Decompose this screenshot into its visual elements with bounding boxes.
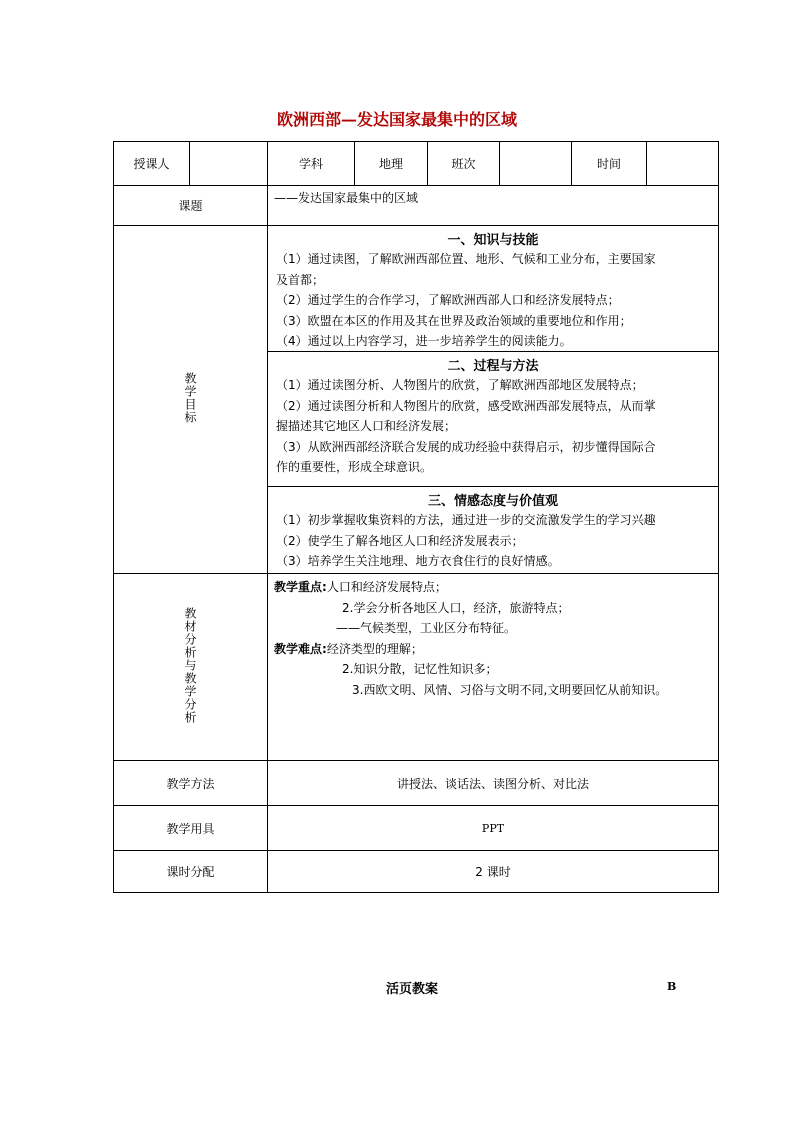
- objective-line: （2）使学生了解各地区人口和经济发展表示；: [276, 533, 524, 548]
- footer-mark: B: [667, 980, 677, 993]
- time-value: [647, 142, 719, 186]
- analysis-content: [268, 574, 719, 761]
- objective-section-process: [268, 351, 718, 486]
- tools-label: 教学用具: [114, 806, 268, 851]
- subject-label: 学科: [268, 142, 355, 186]
- objective-line: （1）通过读图，了解欧洲西部位置、地形、气候和工业分布，主要国家: [276, 252, 656, 266]
- topic-label: 课题: [114, 186, 268, 226]
- key-point-line: ——气候类型，工业区分布特征。: [336, 621, 517, 635]
- objective-line: （3）从欧洲西部经济联合发展的成功经验中获得启示，初步懂得国际合: [276, 439, 656, 454]
- hours-value: 2 课时: [268, 851, 719, 893]
- objective-line: （2）通过学生的合作学习，了解欧洲西部人口和经济发展特点；: [276, 293, 620, 307]
- difficult-point-line: 2.知识分散，记忆性知识多；: [342, 662, 498, 676]
- class-label: 班次: [428, 142, 500, 186]
- lesson-plan-table: [113, 141, 719, 893]
- teacher-label: 授课人: [114, 142, 190, 186]
- objectives-label-cell: [114, 226, 268, 574]
- key-point-text: 人口和经济发展特点；: [326, 580, 447, 594]
- footer-text: 活页教案: [386, 982, 439, 997]
- teacher-value: [190, 142, 268, 186]
- section-heading: 三、情感态度与价值观: [427, 494, 558, 509]
- key-point-label: 教学重点:: [274, 580, 327, 594]
- objectives-row: [114, 226, 719, 574]
- topic-row: [114, 186, 719, 226]
- document-title: 欧洲西部—发达国家最集中的区域: [276, 110, 517, 129]
- objective-line: （1）初步掌握收集资料的方法，通过进一步的交流激发学生的学习兴趣: [276, 513, 656, 527]
- difficult-point-line: [274, 639, 718, 660]
- key-point-line: 2.学会分析各地区人口，经济，旅游特点；: [342, 600, 570, 615]
- time-label: 时间: [572, 142, 647, 186]
- header-row: [114, 142, 719, 186]
- section-heading: 一、知识与技能: [447, 233, 539, 248]
- hours-label: 课时分配: [114, 851, 268, 893]
- objective-line: 及首都；: [276, 272, 325, 287]
- objective-line: （3）培养学生关注地理、地方衣食住行的良好情感。: [276, 554, 560, 568]
- analysis-label-cell: [114, 574, 268, 761]
- difficult-point-line: 3.西欧文明、风情、习俗与文明不同,文明要回忆从前知识。: [352, 682, 668, 697]
- method-row: [114, 761, 719, 806]
- objectives-content: [268, 226, 719, 574]
- objective-section-attitude: [268, 486, 718, 572]
- objective-line: （2）通过读图分析和人物图片的欣赏，感受欧洲西部发展特点，从而掌: [276, 398, 656, 413]
- tools-row: [114, 806, 719, 851]
- section-heading: 二、过程与方法: [447, 359, 539, 374]
- topic-value: ——发达国家最集中的区域: [268, 186, 719, 226]
- objective-line: （1）通过读图分析、人物图片的欣赏，了解欧洲西部地区发展特点；: [276, 378, 644, 392]
- hours-row: [114, 851, 719, 893]
- difficult-point-text: 经济类型的理解；: [326, 641, 423, 656]
- class-value: [500, 142, 572, 186]
- subject-value: 地理: [355, 142, 428, 186]
- difficult-point-label: 教学难点:: [274, 641, 327, 656]
- method-value: 讲授法、谈话法、读图分析、对比法: [268, 761, 719, 806]
- analysis-row: [114, 574, 719, 761]
- objective-line: 握描述其它地区人口和经济发展；: [276, 419, 457, 433]
- objective-line: 作的重要性，形成全球意识。: [276, 460, 433, 474]
- objectives-label: 教学目标: [183, 372, 197, 424]
- objective-line: （4）通过以上内容学习，进一步培养学生的阅读能力。: [276, 334, 572, 348]
- key-point-line: [274, 577, 718, 598]
- analysis-label: 教材分析与教学分析: [183, 607, 197, 724]
- method-label: 教学方法: [114, 761, 268, 806]
- objective-section-knowledge: [268, 226, 718, 351]
- tools-value: PPT: [268, 806, 719, 851]
- objective-line: （3）欧盟在本区的作用及其在世界及政治领域的重要地位和作用；: [276, 313, 632, 328]
